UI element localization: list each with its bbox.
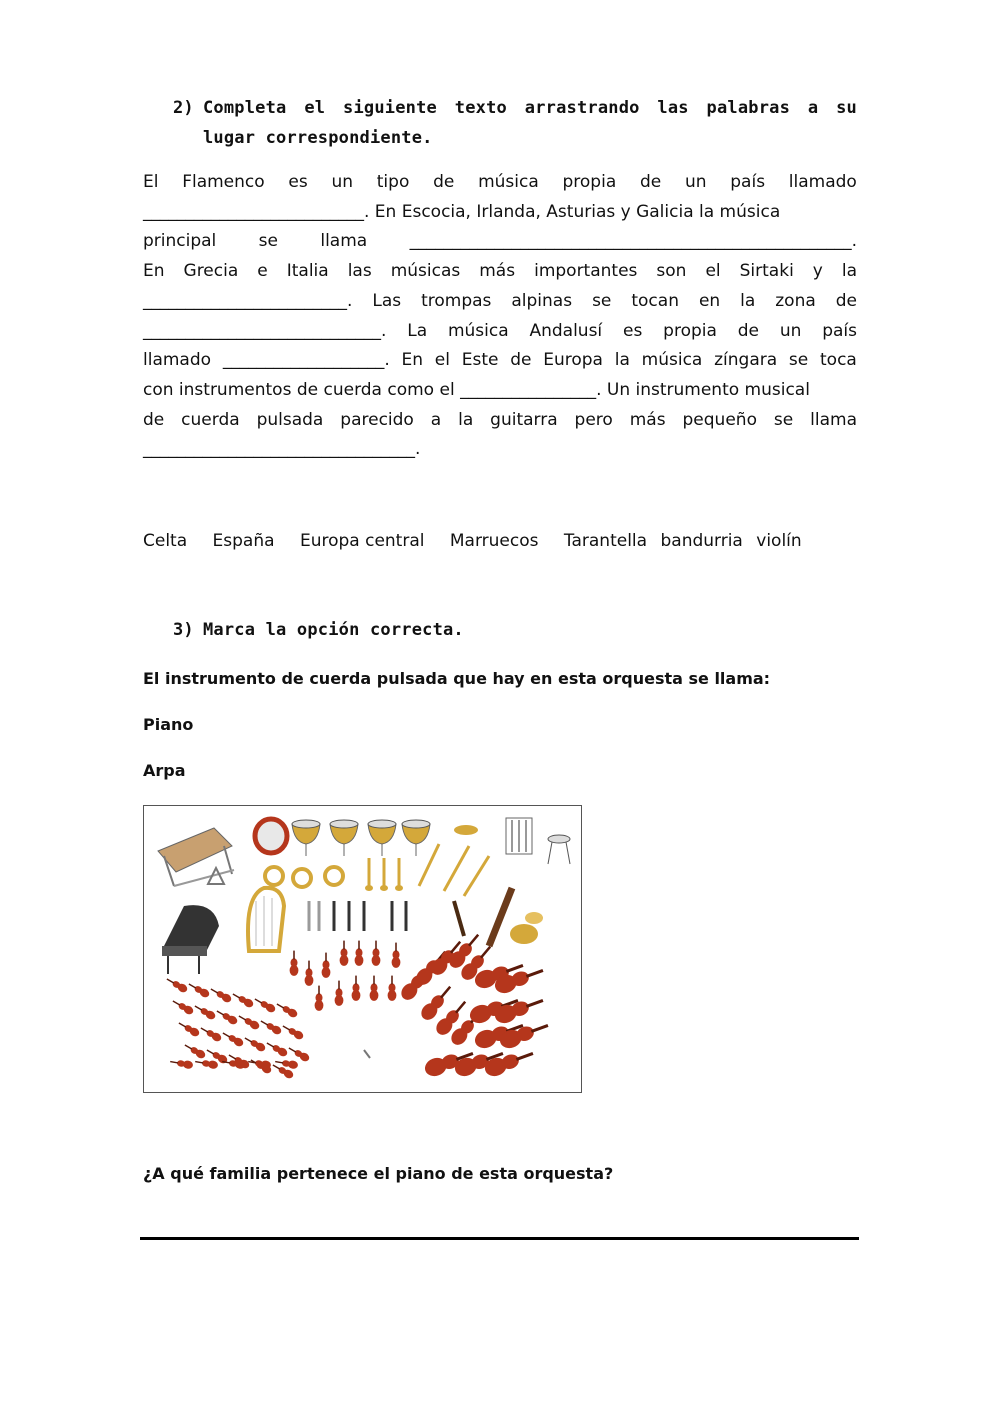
- trombone-group: [419, 844, 489, 896]
- string-instrument-icon: [231, 991, 255, 1009]
- question-3-number: 3): [173, 620, 194, 640]
- paragraph-word: principal: [143, 231, 217, 251]
- paragraph-word: Las: [372, 291, 402, 311]
- paragraph-word: un: [331, 172, 354, 192]
- string-instrument-icon: [195, 1058, 219, 1070]
- blank-drop-zone[interactable]: ____________________________.: [143, 321, 387, 341]
- paragraph-line: [143, 197, 857, 227]
- question-2-text: Completa el siguiente texto arrastrando las palabras a su lugar correspondiente.: [203, 98, 857, 148]
- paragraph-word: de: [737, 321, 759, 341]
- orchestra-image: [143, 805, 582, 1093]
- paragraph-word: pero: [574, 410, 613, 430]
- paragraph-word: se: [773, 410, 794, 430]
- paragraph-word: El: [143, 172, 159, 192]
- paragraph-line: [143, 434, 857, 464]
- paragraph-word: trompas: [421, 291, 492, 311]
- paragraph-line: [143, 226, 857, 256]
- question-piano-family: ¿A qué familia pertenece el piano de esta orquesta?: [143, 1164, 614, 1183]
- paragraph-line: [143, 167, 857, 197]
- paragraph-word: un: [684, 172, 707, 192]
- string-instrument-icon: [183, 1042, 207, 1060]
- blank-drop-zone[interactable]: __________________________. En Escocia, Irlanda, Asturias y Galicia la música: [143, 202, 781, 222]
- paragraph-word: llamado: [788, 172, 857, 192]
- paragraph-word: pequeño: [682, 410, 757, 430]
- string-instrument-icon: [193, 1003, 217, 1021]
- paragraph-word: cuerda: [181, 410, 240, 430]
- string-instrument-icon: [305, 961, 314, 986]
- paragraph-line: [143, 256, 857, 286]
- string-instrument-icon: [209, 986, 233, 1004]
- word-chip-espana[interactable]: España: [212, 531, 275, 551]
- timpani-icon: [402, 820, 430, 856]
- paragraph-word: Grecia: [183, 261, 239, 281]
- paragraph-word: alpinas: [511, 291, 573, 311]
- paragraph-word: a: [430, 410, 442, 430]
- paragraph-word: en: [698, 291, 721, 311]
- paragraph-word: se: [788, 350, 809, 370]
- paragraph-word: de: [143, 410, 165, 430]
- paragraph-word: un: [779, 321, 802, 341]
- trumpet-icon: [395, 858, 403, 891]
- string-instrument-icon: [287, 1045, 311, 1063]
- string-instrument-icon: [322, 953, 331, 978]
- paragraph-word: música: [447, 321, 509, 341]
- timpani-group: [292, 820, 430, 856]
- paragraph-word: Flamenco: [182, 172, 265, 192]
- paragraph-word: de: [835, 291, 857, 311]
- string-instrument-icon: [482, 1045, 536, 1079]
- string-instrument-icon: [340, 941, 349, 966]
- paragraph-word: las: [347, 261, 372, 281]
- string-instrument-icon: [187, 981, 211, 999]
- word-chip-europa-central[interactable]: Europa central: [299, 531, 425, 551]
- string-instrument-icon: [199, 1025, 223, 1043]
- paragraph-word: música: [478, 172, 539, 192]
- string-instrument-icon: [253, 996, 277, 1014]
- string-instrument-icon: [352, 976, 361, 1001]
- orchestra-illustration: [144, 806, 581, 1092]
- string-instrument-icon: [265, 1040, 289, 1058]
- string-instrument-icon: [335, 981, 344, 1006]
- paragraph-word: propia: [663, 321, 717, 341]
- string-instrument-icon: [221, 1030, 245, 1048]
- string-instrument-icon: [243, 1035, 267, 1053]
- blank-drop-zone[interactable]: ___________________.: [222, 350, 390, 370]
- paragraph-word: más: [629, 410, 666, 430]
- trumpet-icon: [380, 858, 388, 891]
- word-chip-tarantella[interactable]: Tarantella: [563, 531, 648, 551]
- string-instrument-icon: [290, 951, 299, 976]
- paragraph-word: Este: [461, 350, 499, 370]
- paragraph-word: Europa: [543, 350, 603, 370]
- paragraph-word: más: [479, 261, 516, 281]
- tuba-icon: [510, 912, 543, 944]
- string-instrument-icon: [315, 986, 324, 1011]
- paragraph-word: propia: [562, 172, 617, 192]
- question-3-text: Marca la opción correcta.: [203, 620, 464, 640]
- question-2-title: [173, 93, 857, 153]
- paragraph-word: la: [614, 350, 630, 370]
- paragraph-word: es: [288, 172, 308, 192]
- blank-drop-zone[interactable]: con instrumentos de cuerda como el ________________. Un instrumento musical: [143, 380, 810, 400]
- string-instrument-icon: [275, 1001, 299, 1019]
- bassoon-icon: [489, 888, 512, 946]
- blank-drop-zone[interactable]: ________________________________.: [143, 439, 421, 459]
- string-instrument-icon: [259, 1018, 283, 1036]
- paragraph-word: la: [458, 410, 474, 430]
- blank-drop-zone[interactable]: ________________________.: [143, 291, 353, 311]
- paragraph-line: [143, 286, 857, 316]
- paragraph-word: Sirtaki: [739, 261, 794, 281]
- conductor-baton-icon: [364, 1050, 370, 1058]
- paragraph-word: Italia: [286, 261, 329, 281]
- paragraph-word: e: [257, 261, 268, 281]
- string-instrument-icon: [281, 1023, 305, 1041]
- trumpet-group: [365, 858, 403, 891]
- string-instrument-icon: [165, 976, 189, 994]
- paragraph-word: de: [639, 172, 662, 192]
- harp-icon: [248, 888, 284, 951]
- paragraph-word: llama: [320, 231, 368, 251]
- paragraph-word: toca: [820, 350, 857, 370]
- paragraph-word: la: [841, 261, 857, 281]
- snare-drum-icon: [548, 835, 570, 864]
- blank-drop-zone[interactable]: ____________________________________________________.: [409, 231, 857, 251]
- string-instrument-icon: [370, 976, 379, 1001]
- paragraph-line: [143, 405, 857, 435]
- paragraph-word: de: [433, 172, 455, 192]
- grand-piano-icon: [162, 905, 219, 974]
- question-3-prompt: El instrumento de cuerda pulsada que hay en esta orquesta se llama:: [143, 669, 771, 688]
- paragraph-word: es: [623, 321, 643, 341]
- string-instrument-icon: [171, 998, 195, 1016]
- bass-drum-icon: [255, 819, 287, 853]
- french-horn-icon: [325, 867, 343, 885]
- paragraph-word: tipo: [376, 172, 410, 192]
- paragraph-line: [143, 345, 857, 375]
- question-2-number: 2): [173, 98, 194, 118]
- paragraph-word: pulsada: [256, 410, 324, 430]
- option-piano[interactable]: Piano: [143, 715, 194, 734]
- string-instrument-icon: [177, 1020, 201, 1038]
- answer-line[interactable]: [140, 1237, 859, 1240]
- paragraph-word: En: [401, 350, 423, 370]
- paragraph-word: músicas: [390, 261, 461, 281]
- word-bank: [143, 526, 822, 556]
- xylophone-icon: [158, 828, 234, 886]
- string-instrument-icon: [237, 1013, 261, 1031]
- trumpet-icon: [365, 858, 373, 891]
- word-chip-violin[interactable]: violín: [756, 531, 802, 551]
- paragraph-word: llama: [810, 410, 857, 430]
- oboe-icon: [454, 901, 464, 936]
- paragraph-word: llamado: [143, 350, 212, 370]
- string-section-group: [165, 930, 551, 1080]
- paragraph-word: zíngara: [714, 350, 778, 370]
- paragraph-word: La: [407, 321, 428, 341]
- cymbals-icon: [454, 825, 478, 835]
- word-chip-celta[interactable]: Celta: [143, 531, 188, 551]
- option-arpa[interactable]: Arpa: [143, 761, 186, 780]
- paragraph-word: el: [434, 350, 450, 370]
- string-instrument-icon: [388, 976, 397, 1001]
- string-instrument-icon: [170, 1058, 194, 1070]
- paragraph-word: la: [740, 291, 756, 311]
- word-chip-bandurria[interactable]: bandurria: [660, 531, 743, 551]
- paragraph-word: tocan: [631, 291, 679, 311]
- paragraph-word: En: [143, 261, 165, 281]
- paragraph-word: de: [510, 350, 532, 370]
- paragraph-line: [143, 316, 857, 346]
- string-instrument-icon: [372, 941, 381, 966]
- paragraph-word: país: [822, 321, 857, 341]
- word-chip-marruecos[interactable]: Marruecos: [449, 531, 539, 551]
- french-horn-icon: [293, 869, 311, 887]
- paragraph-word: y: [812, 261, 823, 281]
- paragraph-word: el: [705, 261, 721, 281]
- string-instrument-icon: [492, 992, 546, 1026]
- timpani-icon: [330, 820, 358, 856]
- paragraph-word: se: [592, 291, 612, 311]
- french-horn-icon: [265, 867, 283, 885]
- timpani-icon: [368, 820, 396, 856]
- paragraph-word: parecido: [340, 410, 414, 430]
- paragraph-word: música: [641, 350, 703, 370]
- paragraph-word: zona: [775, 291, 816, 311]
- paragraph-word: Andalusí: [529, 321, 603, 341]
- french-horn-group: [265, 867, 343, 887]
- paragraph-word: importantes: [534, 261, 638, 281]
- timpani-icon: [292, 820, 320, 856]
- paragraph-line: [143, 375, 857, 405]
- paragraph-word: son: [656, 261, 687, 281]
- woodwind-group: [309, 901, 464, 936]
- paragraph-word: país: [730, 172, 766, 192]
- question-3-title: [173, 620, 464, 640]
- paragraph-word: se: [258, 231, 278, 251]
- string-instrument-icon: [215, 1008, 239, 1026]
- string-instrument-icon: [355, 941, 364, 966]
- paragraph-word: guitarra: [490, 410, 558, 430]
- string-instrument-icon: [392, 943, 401, 968]
- tubular-bells-icon: [506, 818, 532, 854]
